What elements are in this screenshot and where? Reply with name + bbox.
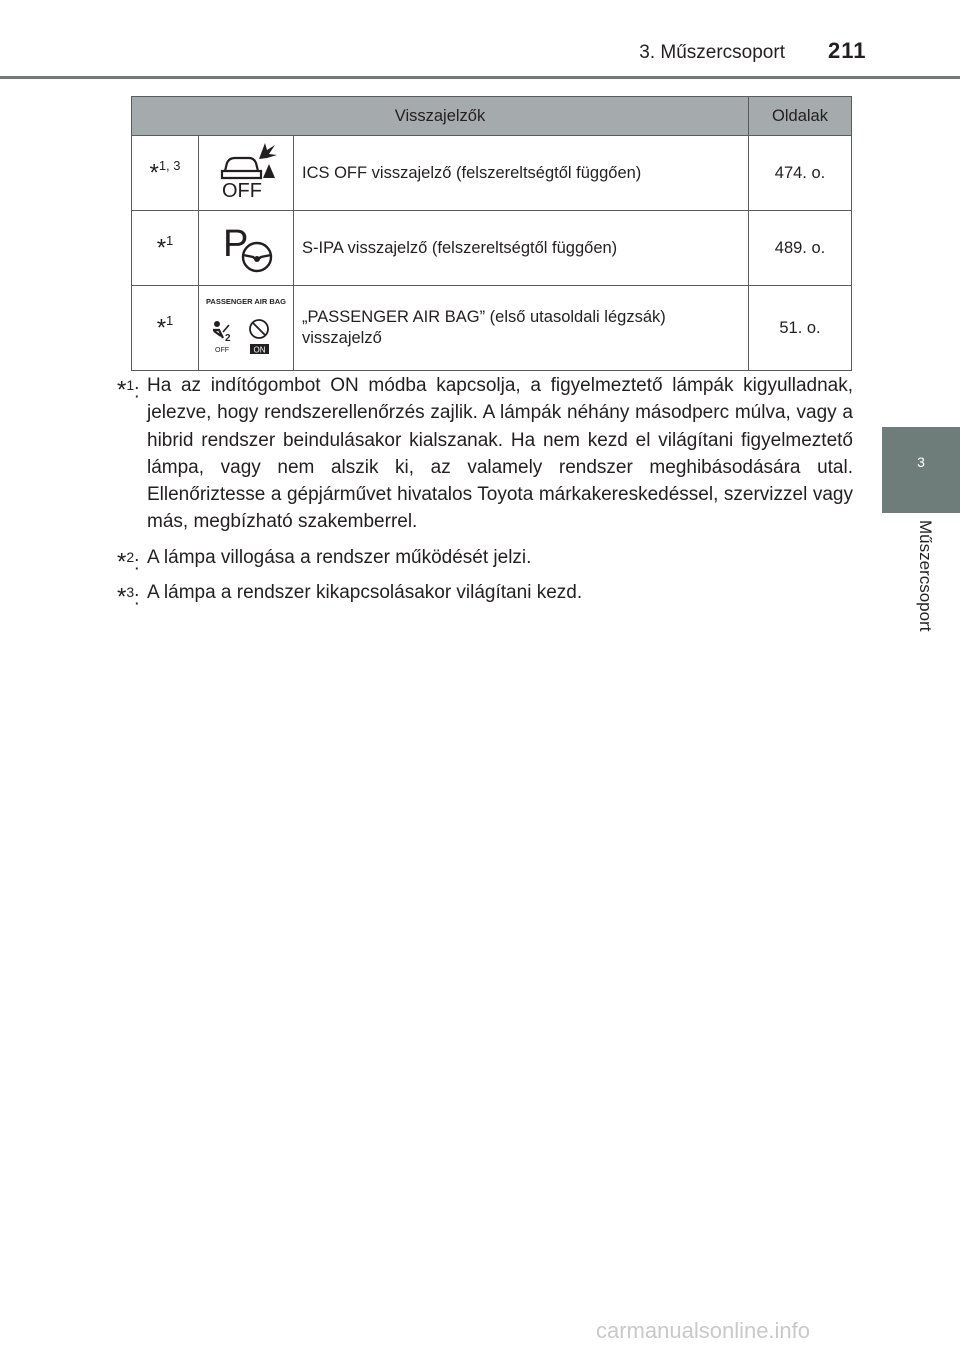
passenger-airbag-icon: [199, 286, 294, 371]
header-rule: [0, 76, 960, 79]
header-pages: Oldalak: [749, 97, 852, 136]
svg-text:OFF: OFF: [222, 179, 262, 201]
chapter-number: 3: [917, 454, 925, 470]
footnote-mark: *$^1$: [132, 286, 199, 371]
footnote: [117, 579, 853, 611]
page-reference[interactable]: 489. o.: [749, 211, 852, 286]
footnote-mark: *$^{1, 3}$: [132, 136, 199, 211]
watermark: carmanualsonline.info: [596, 1318, 811, 1343]
table-row: [132, 211, 852, 286]
table-row: [132, 136, 852, 211]
footnotes: [117, 372, 853, 614]
footnote: [117, 372, 853, 536]
svg-text:P: P: [223, 222, 249, 265]
header-indicators: Visszajelzők: [132, 97, 749, 136]
svg-text:OFF: OFF: [215, 346, 229, 354]
indicator-table: [131, 96, 852, 371]
page-number: 211: [828, 38, 867, 63]
footnote-mark: *$^1$:: [117, 376, 140, 404]
footnote: [117, 544, 853, 576]
svg-text:PASSENGER AIR BAG: PASSENGER AIR BAG: [205, 296, 287, 306]
footnote-mark: *$^1$: [132, 211, 199, 286]
section-title: 3. Műszercsoport: [639, 42, 785, 63]
page-reference[interactable]: 474. o.: [749, 136, 852, 211]
ics-off-icon: [199, 136, 294, 211]
chapter-tab[interactable]: [882, 427, 960, 513]
svg-text:ON: ON: [253, 345, 266, 354]
page-reference[interactable]: 51. o.: [749, 286, 852, 371]
chapter-label: Műszercsoport: [916, 520, 935, 632]
row-description: „PASSENGER AIR BAG” (első utasoldali légzsák) visszajelző: [294, 286, 749, 371]
footnote-mark: *$^3$:: [117, 583, 140, 611]
svg-text:2: 2: [225, 332, 231, 344]
table-row: [132, 286, 852, 371]
s-ipa-icon: [199, 211, 294, 286]
footnote-text: Ha az indítógombot ON módba kapcsolja, a figyelmeztető lámpák kigyulladnak, jelezve, hogy rendszerellenőrzés zajlik. A lámpák néhány másodperc múlva, vagy a hibrid rendszer beindulásakor kialszanak. Ha nem kezd el világítani figyelmeztető lámpa, vagy nem alszik ki, az valamely rendszer meghibásodására utal. Ellenőriztesse a gépjárművet hivatalos Toyota márkakereskedéssel, szervizzel vagy más, megbízható szakemberrel.: [147, 375, 853, 533]
footnote-text: A lámpa a rendszer kikapcsolásakor világítani kezd.: [147, 582, 583, 604]
footnote-mark: *$^2$:: [117, 548, 140, 576]
row-description: S-IPA visszajelző (felszereltségtől függően): [294, 211, 749, 286]
footnote-text: A lámpa villogása a rendszer működését jelzi.: [147, 546, 532, 568]
row-description: ICS OFF visszajelző (felszereltségtől függően): [294, 136, 749, 211]
